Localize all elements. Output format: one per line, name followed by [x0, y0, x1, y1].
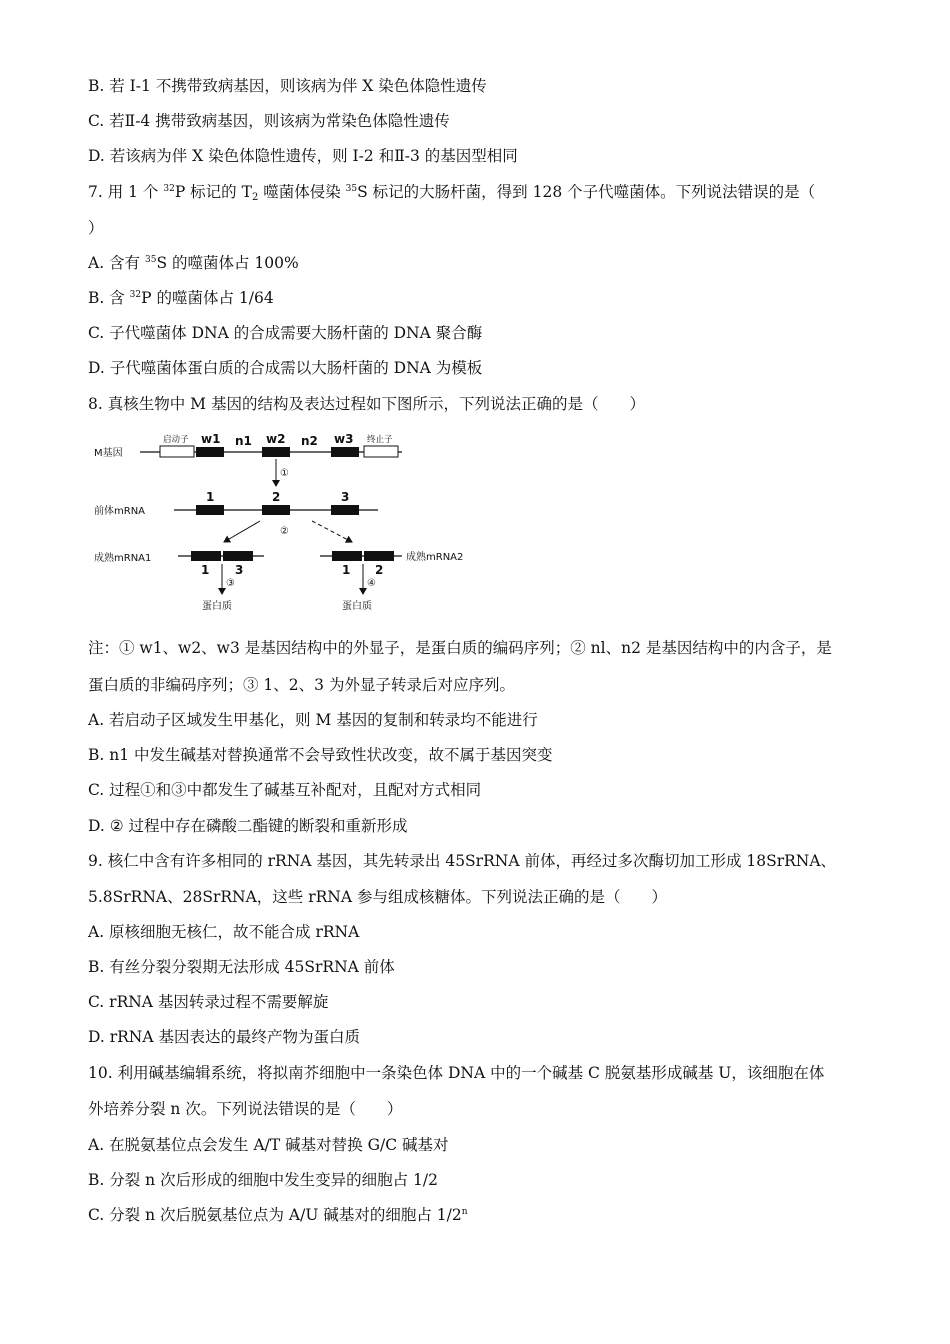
q9-option-b: B. 有丝分裂分裂期无法形成 45SrRNA 前体	[88, 958, 395, 976]
w2-label: w2	[266, 432, 286, 446]
mature-mrna2-label: 成熟mRNA2	[406, 552, 464, 563]
protein-2-label: 蛋白质	[342, 601, 372, 612]
q9-option-a: A. 原核细胞无核仁，故不能合成 rRNA	[88, 923, 360, 941]
q10-option-a: A. 在脱氨基位点会发生 A/T 碱基对替换 G/C 碱基对	[88, 1136, 449, 1154]
gene-expression-diagram	[90, 428, 510, 628]
q8-option-a: A. 若启动子区域发生甲基化，则 M 基因的复制和转录均不能进行	[88, 711, 538, 729]
step-2-label: ②	[280, 526, 289, 537]
q7-option-a: A. 含有 $^{35}$S 的噬菌体占 100%	[88, 254, 299, 272]
promoter-label: 启动子	[163, 435, 189, 445]
q10-option-b: B. 分裂 n 次后形成的细胞中发生变异的细胞占 1/2	[88, 1171, 438, 1189]
m2-2-label: 2	[375, 563, 384, 577]
q8-note-line2: 蛋白质的非编码序列；③ 1、2、3 为外显子转录后对应序列。	[88, 676, 515, 694]
q9-option-d: D. rRNA 基因表达的最终产物为蛋白质	[88, 1028, 360, 1046]
q8-stem: 8. 真核生物中 M 基因的结构及表达过程如下图所示，下列说法正确的是（ ）	[88, 395, 645, 413]
terminator-box	[364, 446, 398, 457]
m1-seq-3	[223, 551, 253, 561]
q7-option-c: C. 子代噬菌体 DNA 的合成需要大肠杆菌的 DNA 聚合酶	[88, 324, 483, 342]
exon-w1	[196, 447, 224, 457]
step-1-label: ①	[280, 468, 289, 479]
pre-seq-2	[262, 505, 290, 515]
w1-label: w1	[201, 432, 221, 446]
q9-stem-line1: 9. 核仁中含有许多相同的 rRNA 基因，其先转录出 45SrRNA 前体，再经过多次酶切加工形成 18SrRNA、	[88, 852, 837, 870]
protein-1-label: 蛋白质	[202, 601, 232, 612]
pre-mrna-label: 前体mRNA	[94, 506, 146, 517]
m1-3-label: 3	[235, 563, 244, 577]
q8-option-d: D. ② 过程中存在磷酸二酯键的断裂和重新形成	[88, 817, 408, 835]
step-3-label: ③	[226, 578, 235, 589]
m1-1-label: 1	[201, 563, 210, 577]
q7-stem-tail: ）	[88, 219, 104, 237]
gene-label: M基因	[94, 448, 123, 459]
q8-option-c: C. 过程①和③中都发生了碱基互补配对，且配对方式相同	[88, 781, 482, 799]
q8-option-b: B. n1 中发生碱基对替换通常不会导致性状改变，故不属于基因突变	[88, 746, 553, 764]
m1-seq-1	[191, 551, 221, 561]
exon-w3	[331, 447, 359, 457]
n2-label: n2	[301, 434, 318, 448]
q9-stem-line2: 5.8SrRNA、28SrRNA，这些 rRNA 参与组成核糖体。下列说法正确的是（ ）	[88, 888, 667, 906]
w3-label: w3	[334, 432, 354, 446]
pre-3-label: 3	[341, 490, 350, 504]
exon-w2	[262, 447, 290, 457]
step-4-label: ④	[367, 578, 376, 589]
m2-seq-1	[332, 551, 362, 561]
q7-option-b: B. 含 $^{32}$P 的噬菌体占 1/64	[88, 289, 274, 307]
n1-label: n1	[235, 434, 252, 448]
q10-option-c: C. 分裂 n 次后脱氨基位点为 A/U 碱基对的细胞占 1/2$^n$	[88, 1206, 468, 1224]
q7-option-d: D. 子代噬菌体蛋白质的合成需以大肠杆菌的 DNA 为模板	[88, 359, 483, 377]
pre-seq-1	[196, 505, 224, 515]
q10-stem-line1: 10. 利用碱基编辑系统，将拟南芥细胞中一条染色体 DNA 中的一个碱基 C 脱氨基形成碱基 U，该细胞在体	[88, 1064, 825, 1082]
m2-1-label: 1	[342, 563, 351, 577]
q9-option-c: C. rRNA 基因转录过程不需要解旋	[88, 993, 329, 1011]
pre-seq-3	[331, 505, 359, 515]
q8-note-line1: 注：① w1、w2、w3 是基因结构中的外显子，是蛋白质的编码序列；② nl、n2 是基因结构中的内含子，是	[88, 639, 832, 657]
q6-option-c: C. 若Ⅱ-4 携带致病基因，则该病为常染色体隐性遗传	[88, 112, 450, 130]
q7-stem: 7. 用 1 个 $^{32}$P 标记的 $T_2$ 噬菌体侵染 $^{35}$S 标记的大肠杆菌，得到 128 个子代噬菌体。下列说法错误的是（	[88, 183, 816, 203]
promoter-box	[160, 446, 194, 457]
q6-option-d: D. 若该病为伴 X 染色体隐性遗传，则 I-2 和Ⅱ-3 的基因型相同	[88, 147, 518, 165]
q6-option-b: B. 若 I-1 不携带致病基因，则该病为伴 X 染色体隐性遗传	[88, 77, 487, 95]
q10-stem-line2: 外培养分裂 n 次。下列说法错误的是（ ）	[88, 1100, 403, 1118]
pre-1-label: 1	[206, 490, 215, 504]
terminator-label: 终止子	[367, 435, 393, 445]
mature-mrna1-label: 成熟mRNA1	[94, 553, 152, 564]
m2-seq-2	[364, 551, 394, 561]
pre-2-label: 2	[272, 490, 281, 504]
